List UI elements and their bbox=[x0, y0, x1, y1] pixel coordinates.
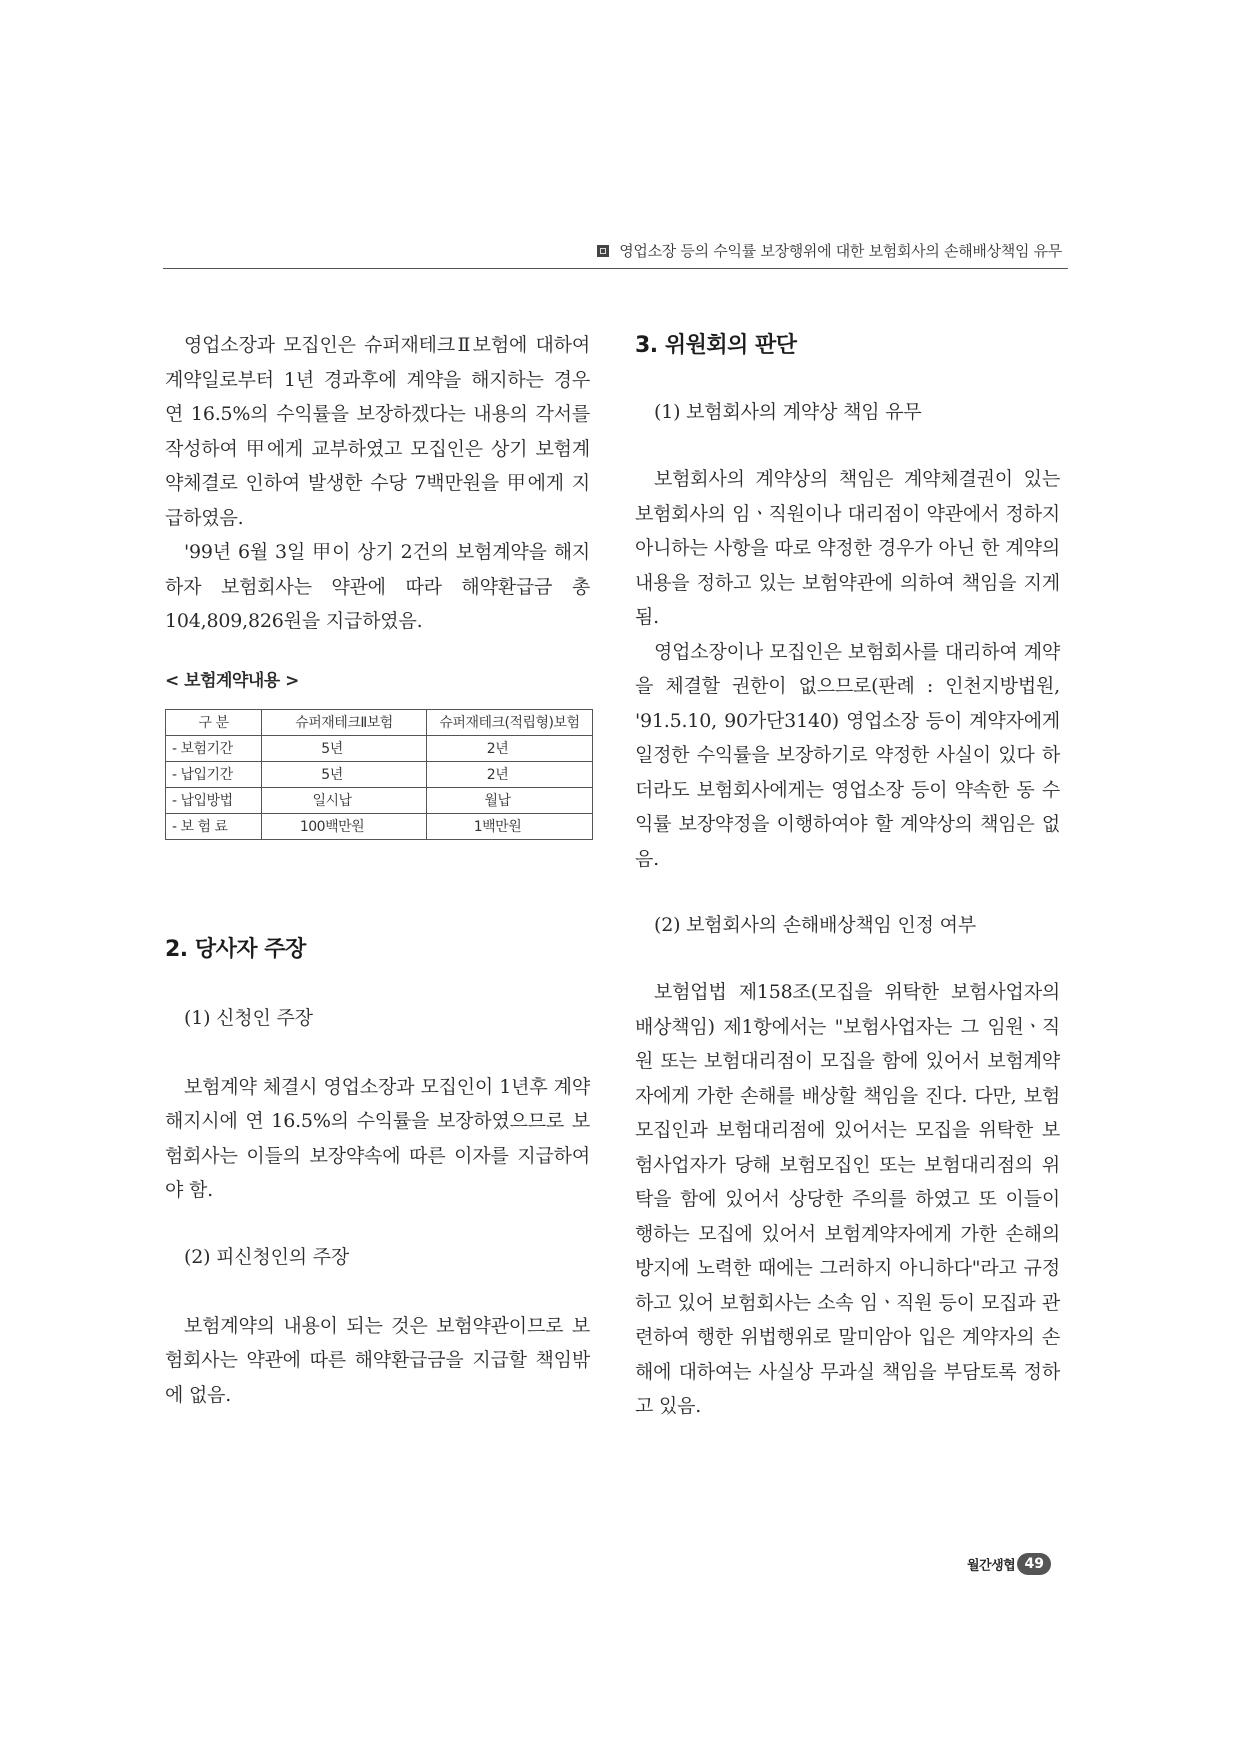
right-paragraph: 영업소장이나 모집인은 보험회사를 대리하여 계약을 체결할 권한이 없으므로(판례 : 인천지방법원, '91.5.10, 90가단3140) 영업소장 등이 계약자에게 일정한 수익률을 보장하기로 약정한 사실이 있다 하더라도 보험회사에게는 영업소장 등이 약속한 동 수익률 보장약정을 이행하여야 할 계약상의 책임은 없음. bbox=[635, 640, 1060, 870]
table-cell: 5년 bbox=[262, 735, 427, 761]
table-header-cell: 구 분 bbox=[166, 709, 262, 735]
table-cell: - 보 험 료 bbox=[166, 813, 262, 839]
table-cell: - 납입기간 bbox=[166, 761, 262, 787]
running-header bbox=[163, 238, 1068, 269]
table-header-row bbox=[166, 709, 593, 735]
table-cell: 100백만원 bbox=[262, 813, 427, 839]
table-cell: 월납 bbox=[427, 787, 593, 813]
left-paragraph-1: 영업소장과 모집인은 슈퍼재테크Ⅱ보험에 대하여 계약일로부터 1년 경과후에 계약을 해지하는 경우 연 16.5%의 수익률을 보장하겠다는 내용의 각서를 작성하여 甲에게 교부하였고 모집인은 상기 보험계약체결로 인하여 발생한 수당 7백만원을 甲에게 지급하였음. bbox=[165, 334, 590, 529]
right-column bbox=[635, 328, 1060, 1424]
table-cell: 일시납 bbox=[262, 787, 427, 813]
left-paragraph-2: '99년 6월 3일 甲이 상기 2건의 보험계약을 해지하자 보험회사는 약관에 따라 해약환급금 총 104,809,826원을 지급하였음. bbox=[165, 541, 590, 632]
subsection-heading: (1) 보험회사의 계약상 책임 유무 bbox=[654, 401, 922, 423]
table-caption: < 보험계약내용 > bbox=[165, 670, 299, 691]
subsection-heading: (2) 피신청인의 주장 bbox=[184, 1245, 350, 1268]
claimant-argument-text: 보험계약 체결시 영업소장과 모집인이 1년후 계약해지시에 연 16.5%의 수익률을 보장하였으므로 보험회사는 이들의 보장약속에 따른 이자를 지급하여야 함. bbox=[165, 1075, 590, 1201]
subsection-heading: (1) 신청인 주장 bbox=[184, 1006, 313, 1029]
table-header-cell: 슈퍼재테크Ⅱ보험 bbox=[262, 709, 427, 735]
table-row bbox=[166, 761, 593, 787]
section-3-heading: 3. 위원회의 판단 bbox=[635, 333, 797, 358]
left-column bbox=[165, 328, 590, 1412]
running-title-line bbox=[597, 240, 1062, 261]
table-row bbox=[166, 787, 593, 813]
subsection-heading: (2) 보험회사의 손해배상책임 인정 여부 bbox=[654, 914, 976, 936]
table-cell: 5년 bbox=[262, 761, 427, 787]
right-paragraph: 보험업법 제158조(모집을 위탁한 보험사업자의 배상책임) 제1항에서는 "보험사업자는 그 임원ㆍ직원 또는 보험대리점이 모집을 함에 있어서 보험계약자에게 가한 손해를 배상할 책임을 진다. 다만, 보험모집인과 보험대리점에 있어서는 모집을 위탁한 보험사업자가 당해 보험모집인 또는 보험대리점의 위탁을 함에 있어서 상당한 주의를 하였고 또 이들이 행하는 모집에 있어서 보험계약자에게 가한 손해의 방지에 노력한 때에는 그러하지 아니하다"라고 규정하고 있어 보험회사는 소속 임ㆍ직원 등이 모집과 관련하여 행한 위법행위로 말미암아 입은 계약자의 손해에 대하여는 사실상 무과실 책임을 부담토록 정하고 있음. bbox=[635, 981, 1060, 1417]
contract-table bbox=[165, 709, 593, 840]
right-paragraph: 보험회사의 계약상의 책임은 계약체결권이 있는 보험회사의 임ㆍ직원이나 대리점이 약관에서 정하지 아니하는 사항을 따로 약정한 경우가 아닌 한 계약의 내용을 정하고 있는 보험약관에 의하여 책임을 지게 됨. bbox=[635, 468, 1060, 628]
table-cell: - 납입방법 bbox=[166, 787, 262, 813]
table-cell: - 보험기간 bbox=[166, 735, 262, 761]
table-row bbox=[166, 735, 593, 761]
page-number: 49 bbox=[1017, 1553, 1051, 1575]
table-cell: 2년 bbox=[427, 761, 593, 787]
magazine-name: 월간생협 bbox=[967, 1558, 1016, 1574]
table-cell: 1백만원 bbox=[427, 813, 593, 839]
square-bullet-icon bbox=[597, 245, 609, 257]
page-footer bbox=[967, 1553, 1051, 1579]
table-row bbox=[166, 813, 593, 839]
running-title: 영업소장 등의 수익률 보장행위에 대한 보험회사의 손해배상책임 유무 bbox=[619, 242, 1062, 260]
table-cell: 2년 bbox=[427, 735, 593, 761]
table-header-cell: 슈퍼재테크(적립형)보험 bbox=[427, 709, 593, 735]
section-2-heading: 2. 당사자 주장 bbox=[165, 936, 306, 962]
respondent-argument-text: 보험계약의 내용이 되는 것은 보험약관이므로 보험회사는 약관에 따른 해약환급금을 지급할 책임밖에 없음. bbox=[165, 1314, 590, 1406]
